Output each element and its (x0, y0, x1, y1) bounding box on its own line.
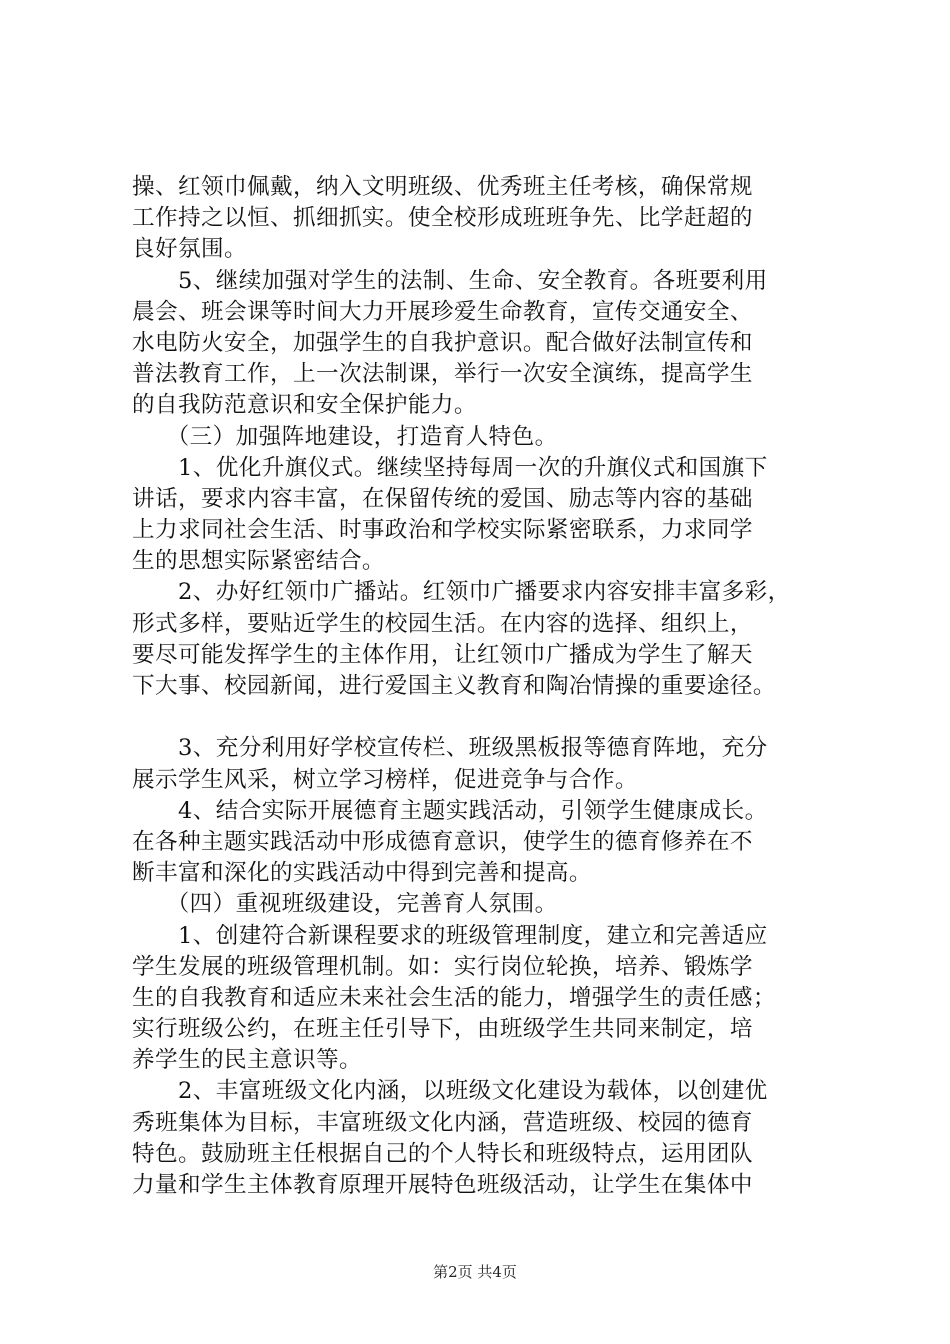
text-line: 形式多样，要贴近学生的校园生活。在内容的选择、组织上， (132, 610, 753, 637)
text-line: 生的自我教育和适应未来社会生活的能力，增强学生的责任感； (132, 984, 776, 1011)
text-line: 操、红领巾佩戴，纳入文明班级、优秀班主任考核，确保常规 (132, 174, 753, 200)
text-line: 力量和学生主体教育原理开展特色班级活动，让学生在集体中 (132, 1172, 753, 1198)
text-line: 断丰富和深化的实践活动中得到完善和提高。 (132, 860, 592, 887)
text-line: 工作持之以恒、抓细抓实。使全校形成班班争先、比学赶超的 (132, 205, 753, 232)
text-line: 2、丰富班级文化内涵，以班级文化建设为载体，以创建优 (132, 1078, 768, 1105)
text-line: （四）重视班级建设，完善育人氛围。 (132, 891, 558, 918)
text-line: 讲话，要求内容丰富，在保留传统的爱国、励志等内容的基础 (132, 485, 753, 512)
text-line: 养学生的民主意识等。 (132, 1047, 362, 1074)
blank-line (132, 702, 832, 733)
text-line: 秀班集体为目标，丰富班级文化内涵，营造班级、校园的德育 (132, 1109, 753, 1136)
text-line: 下大事、校园新闻，进行爱国主义教育和陶冶情操的重要途径。 (132, 673, 776, 699)
text-line: 3、充分利用好学校宣传栏、班级黑板报等德育阵地，充分 (132, 735, 768, 762)
text-line: 的自我防范意识和安全保护能力。 (132, 392, 477, 419)
text-line: 晨会、班会课等时间大力开展珍爱生命教育，宣传交通安全、 (132, 298, 753, 325)
text-line: 生的思想实际紧密结合。 (132, 548, 385, 575)
page-footer: 第2页 共4页 (433, 1263, 517, 1281)
text-line: 上力求同社会生活、时事政治和学校实际紧密联系，力求同学 (132, 517, 753, 544)
text-line: 2、办好红领巾广播站。红领巾广播要求内容安排丰富多彩， (132, 579, 791, 606)
text-line: （三）加强阵地建设，打造育人特色。 (132, 423, 558, 450)
text-line: 普法教育工作，上一次法制课，举行一次安全演练，提高学生 (132, 361, 753, 388)
text-line: 特色。鼓励班主任根据自己的个人特长和班级特点，运用团队 (132, 1140, 753, 1167)
text-line: 学生发展的班级管理机制。如：实行岗位轮换，培养、锻炼学 (132, 953, 753, 980)
text-line: 要尽可能发挥学生的主体作用，让红领巾广播成为学生了解天 (132, 641, 753, 668)
text-line: 1、优化升旗仪式。继续坚持每周一次的升旗仪式和国旗下 (132, 454, 768, 481)
text-line: 在各种主题实践活动中形成德育意识，使学生的德育修养在不 (132, 828, 753, 855)
text-line: 实行班级公约，在班主任引导下，由班级学生共同来制定，培 (132, 1016, 753, 1043)
text-line: 良好氛围。 (132, 236, 247, 263)
text-line: 1、创建符合新课程要求的班级管理制度，建立和完善适应 (132, 922, 768, 949)
text-line: 4、结合实际开展德育主题实践活动，引领学生健康成长。 (132, 797, 768, 824)
text-line: 展示学生风采，树立学习榜样，促进竞争与合作。 (132, 766, 638, 793)
text-line: 5、继续加强对学生的法制、生命、安全教育。各班要利用 (132, 267, 768, 294)
text-line: 水电防火安全，加强学生的自我护意识。配合做好法制宣传和 (132, 329, 753, 356)
document-body (132, 172, 832, 1201)
